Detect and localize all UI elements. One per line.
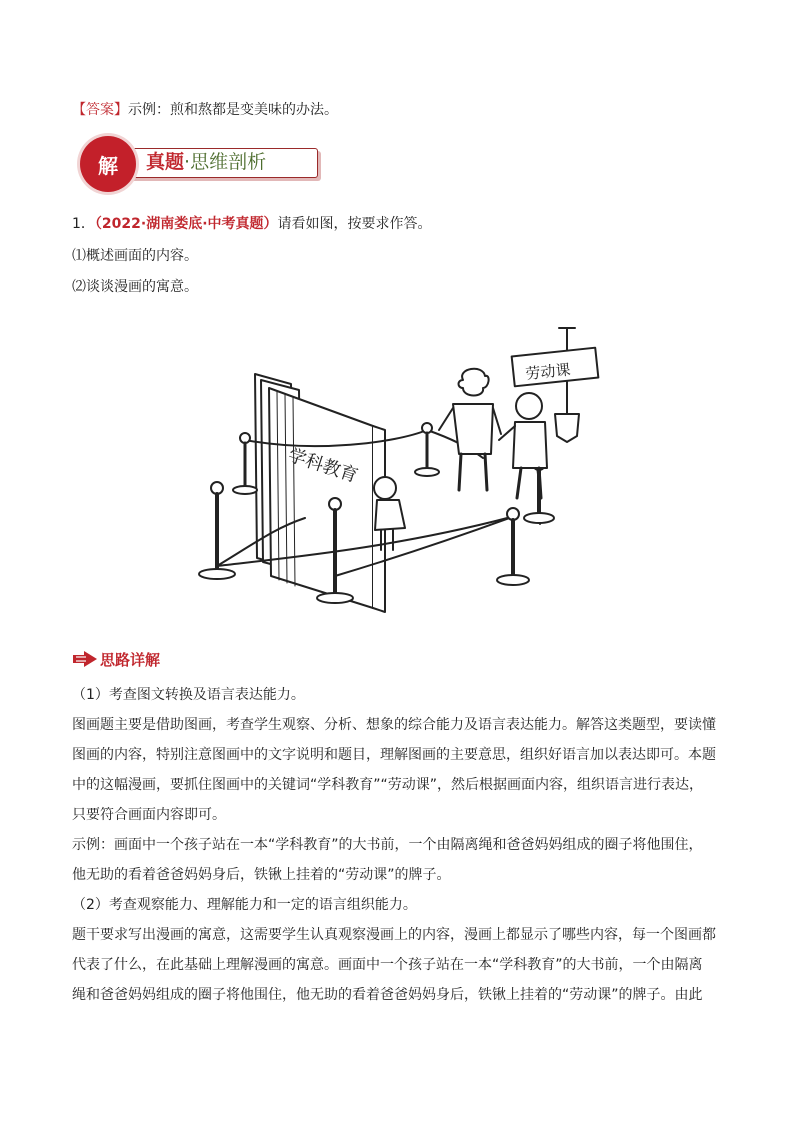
banner-title [146, 149, 266, 175]
analysis-heading [72, 648, 160, 670]
p1-line: 中的这幅漫画，要抓住图画中的关键词“学科教育”“劳动课”，然后根据画面内容，组织语言进行表达， [72, 777, 704, 793]
p2-line: 绳和爸爸妈妈组成的圈子将他围住，他无助的看着爸爸妈妈身后，铁锹上挂着的“劳动课”的牌子。由此 [72, 987, 703, 1003]
example-line: 他无助的看着爸爸妈妈身后，铁锹上挂着的“劳动课”的牌子。 [72, 867, 451, 883]
question-line [72, 214, 432, 234]
p2-line: 代表了什么，在此基础上理解漫画的寓意。画面中一个孩子站在一本“学科教育”的大书前，一个由隔离 [72, 957, 703, 973]
analysis-body [72, 680, 732, 1010]
cartoon-illustration [195, 318, 605, 618]
question-number: 1． [72, 216, 95, 232]
p2-line: 题干要求写出漫画的寓意，这需要学生认真观察漫画上的内容，漫画上都显示了哪些内容，每一个图画都 [72, 927, 716, 943]
solve-badge-icon [80, 136, 136, 192]
mother-figure [439, 369, 501, 490]
arrow-right-icon [72, 650, 98, 668]
question-sub1: ⑴概述画面的内容。 [72, 248, 198, 264]
book-title-text: 学科教育 [285, 444, 361, 488]
rope-post-back-mid [415, 423, 439, 476]
book-front [269, 388, 373, 608]
p1-line: 图画的内容，特别注意图画中的文字说明和题目，理解图画的主要意思，组织好语言加以表达即可。本题 [72, 747, 716, 763]
banner-title-part1: 真题 [146, 151, 185, 173]
section-banner [80, 136, 320, 192]
analysis-heading-text: 思路详解 [100, 650, 161, 669]
question-source: （2022·湖南娄底·中考真题） [94, 216, 278, 232]
answer-line [72, 100, 338, 120]
p1-title: （1）考查图文转换及语言表达能力。 [72, 687, 305, 703]
answer-tag: 【答案】 [72, 102, 128, 118]
question-prompt: 请看如图，按要求作答。 [277, 216, 432, 232]
solve-badge-char: 解 [98, 153, 118, 178]
question-sub2: ⑵谈谈漫画的寓意。 [72, 279, 198, 295]
p2-title: （2）考查观察能力、理解能力和一定的语言组织能力。 [72, 897, 417, 913]
p1-line: 只要符合画面内容即可。 [72, 807, 226, 823]
p1-line: 图画题主要是借助图画，考查学生观察、分析、想象的综合能力及语言表达能力。解答这类题型，要读懂 [72, 717, 716, 733]
example-line: 示例：画面中一个孩子站在一本“学科教育”的大书前，一个由隔离绳和爸爸妈妈组成的圈子将他围住， [72, 837, 703, 853]
banner-title-dot: · [184, 151, 191, 173]
banner-title-part2: 思维剖析 [190, 151, 267, 173]
shovel-blade [555, 414, 579, 442]
father-figure [499, 393, 547, 498]
sign-text: 劳动课 [524, 360, 572, 384]
answer-text: 示例：煎和熬都是变美味的办法。 [128, 102, 338, 118]
